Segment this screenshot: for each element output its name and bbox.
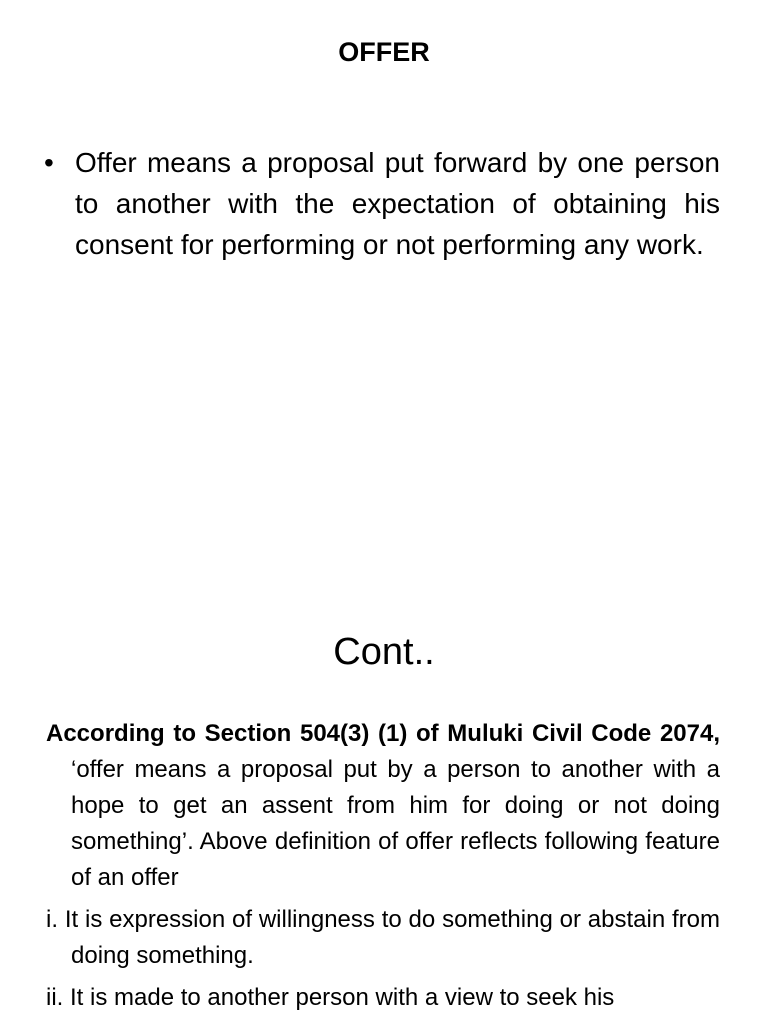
feature-text: It is expression of willingness to do something or abstain from doing something. xyxy=(64,906,720,969)
slide-cont xyxy=(0,576,768,1024)
definition-text: ‘offer means a proposal put by a person to another with a hope to get an assent from him for doing or not doing something’. Above definition of offer reflects following feature of an offer xyxy=(71,756,720,891)
feature-marker: ii. xyxy=(46,984,64,1011)
slide-title-cont: Cont.. xyxy=(333,631,435,673)
slide-title-offer: OFFER xyxy=(338,37,430,67)
feature-text: It is made to another person with a view to seek his xyxy=(70,984,615,1011)
bullet-dot-icon: • xyxy=(44,147,54,178)
section-reference: According to Section 504(3) (1) of Muluki Civil Code 2074, xyxy=(46,720,720,747)
feature-marker: i. xyxy=(46,906,58,933)
definition-content xyxy=(46,716,720,1022)
definition-paragraph xyxy=(46,716,720,896)
feature-item-i xyxy=(46,902,720,974)
bullet-item-text: Offer means a proposal put forward by one person to another with the expectation of obtaining his consent for performing or not performing any work. xyxy=(75,147,720,260)
feature-item-ii xyxy=(46,980,720,1016)
